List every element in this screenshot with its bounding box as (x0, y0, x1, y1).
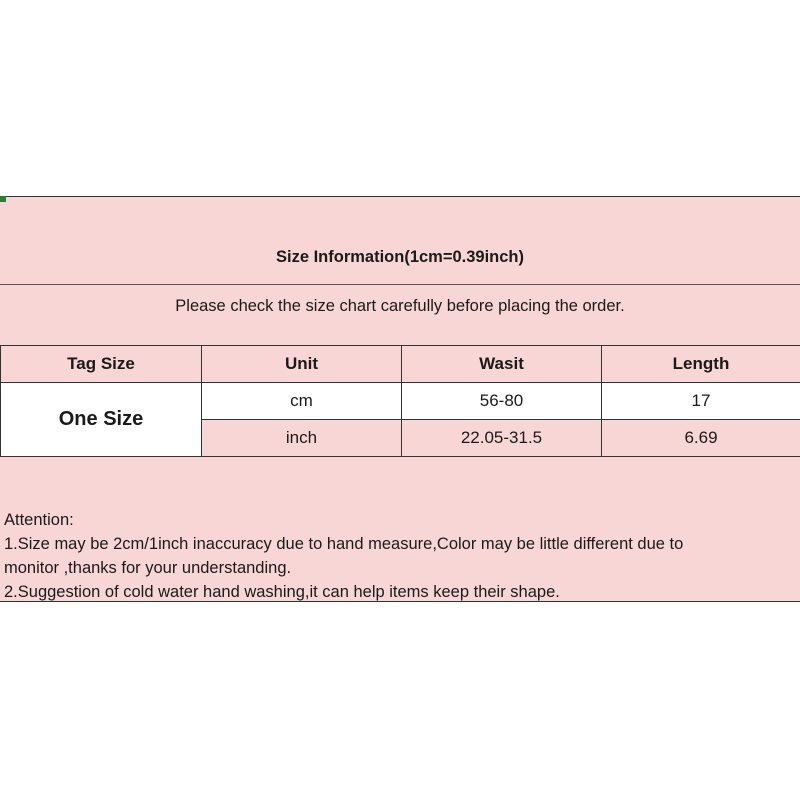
table-header-row (1, 346, 800, 383)
length-cell: 17 (602, 383, 800, 420)
attention-notes (4, 508, 794, 604)
unit-cell: cm (202, 383, 402, 420)
size-table (0, 345, 800, 457)
divider (0, 284, 800, 285)
corner-marker (0, 196, 6, 202)
length-cell: 6.69 (602, 420, 800, 457)
attention-line-1-cont: monitor ,thanks for your understanding. (4, 559, 292, 577)
table-row (1, 383, 800, 420)
attention-line-2: 2.Suggestion of cold water hand washing,it can help items keep their shape. (4, 583, 560, 601)
waist-cell: 56-80 (402, 383, 602, 420)
attention-line-1: 1.Size may be 2cm/1inch inaccuracy due to hand measure,Color may be little different due to (4, 535, 684, 553)
size-info-title: Size Information(1cm=0.39inch) (275, 248, 525, 266)
header-waist: Wasit (402, 346, 602, 383)
header-tag-size: Tag Size (1, 346, 202, 383)
size-chart-note: Please check the size chart carefully before placing the order. (175, 297, 625, 315)
header-unit: Unit (202, 346, 402, 383)
header-length: Length (602, 346, 800, 383)
waist-cell: 22.05-31.5 (402, 420, 602, 457)
unit-cell: inch (202, 420, 402, 457)
tag-size-cell: One Size (1, 383, 202, 457)
attention-heading: Attention: (4, 511, 74, 529)
